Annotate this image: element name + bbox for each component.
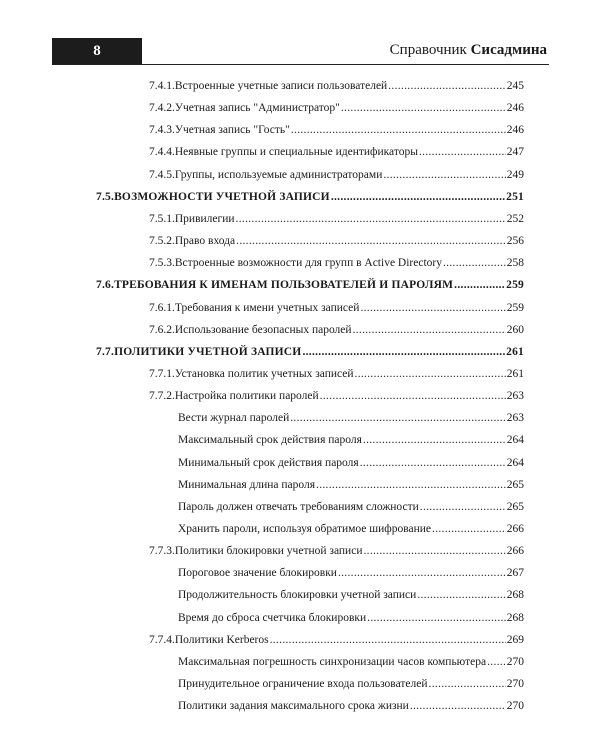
toc-item-entry [178,500,524,515]
toc-entry-number: 7.4.5. [149,168,175,181]
toc-entry-number: 7.7.2. [149,390,175,403]
dot-leader [341,101,506,116]
toc-entry-title: ВОЗМОЖНОСТИ УЧЕТНОЙ ЗАПИСИ [114,190,330,203]
toc-entry-title: Привилегии [174,212,235,225]
dot-leader [290,411,506,426]
toc-item-entry [178,411,524,426]
toc-entry-title: Группы, используемые администраторами [174,168,383,181]
dot-leader [363,433,506,448]
toc-entry-number: 7.6. [96,279,115,292]
dot-leader [236,234,506,249]
toc-subsection-entry [149,301,524,316]
toc-entry-title: Время до сброса счетчика блокировки [178,611,367,624]
toc-entry-page: 268 [506,611,524,624]
toc-entry-title: Вести журнал паролей [178,412,290,425]
dot-leader [270,633,506,648]
dot-leader [420,500,506,515]
toc-entry-number: 7.7. [96,345,115,358]
toc-entry-title: Неявные группы и специальные идентификаторы [174,146,418,159]
toc-subsection-entry [149,212,524,227]
toc-entry-page: 263 [506,412,524,425]
toc-entry-title: Настройка политики паролей [174,390,319,403]
toc-entry-title: Хранить пароли, используя обратимое шифрование [178,523,432,535]
toc-entry-page: 261 [506,367,524,380]
toc-entry-title: Максимальный срок действия пароля [178,434,362,447]
toc-entry-number: 7.4.2. [149,102,175,115]
toc-entry-title: Минимальная длина пароля [178,478,316,491]
toc-subsection-entry [149,79,524,94]
toc-entry-number: 7.5.3. [149,257,175,270]
dot-leader [383,168,505,183]
toc-entry-title: ПОЛИТИКИ УЧЕТНОЙ ЗАПИСИ [114,345,302,358]
toc-entry-title: Встроенные возможности для групп в Active Directory [174,257,442,270]
toc-subsection-entry [149,123,524,138]
toc-entry-page: 252 [506,212,524,225]
toc-entry-page: 266 [506,545,524,558]
toc-item-entry [178,478,524,493]
dot-leader [388,79,506,94]
toc-entry-number: 7.6.1. [149,301,175,314]
dot-leader [302,345,505,360]
toc-section-entry [96,345,524,360]
toc-item-entry [178,699,524,714]
toc-subsection-entry [149,256,524,271]
dot-leader [487,655,506,670]
running-title-bold: Сисадмина [470,42,547,58]
toc-entry-title: Установка политик учетных записей [174,367,354,380]
dot-leader [360,456,506,471]
toc-entry-page: 265 [506,478,524,491]
toc-entry-page: 259 [506,279,524,292]
toc-section-entry [96,190,524,205]
toc-subsection-entry [149,389,524,404]
dot-leader [429,677,506,692]
toc-entry-title: Принудительное ограничение входа пользователей [178,678,428,691]
toc-entry-page: 246 [506,102,524,115]
dot-leader [316,478,506,493]
toc-entry-page: 267 [506,567,524,580]
toc-entry-title: ТРЕБОВАНИЯ К ИМЕНАМ ПОЛЬЗОВАТЕЛЕЙ И ПАРОЛЯМ [114,279,454,292]
toc-entry-page: 258 [506,257,524,270]
toc-entry-number: 7.5. [96,190,115,203]
dot-leader [367,611,506,626]
toc-entry-page: 259 [506,301,524,314]
toc-entry-title: Политики Kerberos [174,633,269,646]
dot-leader [338,566,506,581]
toc-item-entry [178,655,524,670]
toc-item-entry [178,522,524,537]
toc-entry-page: 270 [506,700,524,713]
toc-entry-number: 7.7.1. [149,367,175,380]
toc-entry-number: 7.5.2. [149,235,175,248]
toc-item-entry [178,433,524,448]
dot-leader [417,588,505,603]
toc-item-entry [178,677,524,692]
toc-entry-title: Требования к имени учетных записей [174,301,360,314]
toc-entry-page: 270 [506,678,524,691]
toc-subsection-entry [149,234,524,249]
toc-entry-page: 260 [506,323,524,336]
dot-leader [353,323,506,338]
toc-item-entry [178,566,524,581]
toc-entry-page: 251 [506,190,524,203]
toc-entry-page: 264 [506,456,524,469]
dot-leader [360,301,505,316]
dot-leader [410,699,506,714]
toc-entry-number: 7.4.1. [149,80,175,92]
toc-entry-title: Пароль должен отвечать требованиям сложности [178,500,419,513]
toc-entry-title: Встроенные учетные записи пользователей [174,80,388,92]
toc-entry-page: 270 [506,655,524,668]
toc-item-entry [178,456,524,471]
dot-leader [331,190,505,205]
toc-entry-number: 7.7.4. [149,633,175,646]
toc-entry-title: Минимальный срок действия пароля [178,456,359,469]
toc-entry-page: 266 [506,523,524,535]
dot-leader [320,389,506,404]
toc-entry-page: 269 [506,633,524,646]
dot-leader [236,212,506,227]
toc-subsection-entry [149,633,524,648]
toc-entry-page: 245 [506,80,524,92]
toc-entry-page: 265 [506,500,524,513]
dot-leader [432,522,506,537]
toc-entry-title: Право входа [174,235,236,248]
toc-entry-title: Максимальная погрешность синхронизации часов компьютера [178,655,487,668]
toc-entry-page: 246 [506,124,524,137]
page-number: 8 [93,42,101,59]
running-title-prefix: Справочник [389,42,471,58]
toc-entry-title: Учетная запись "Гость" [174,124,290,137]
toc-entry-title: Пороговое значение блокировки [178,567,337,580]
toc-entry-page: 268 [506,589,524,602]
toc-subsection-entry [149,145,524,160]
toc-entry-title: Политики задания максимального срока жизни [178,700,409,713]
toc-entry-title: Использование безопасных паролей [174,323,352,336]
toc-subsection-entry [149,367,524,382]
toc-item-entry [178,611,524,626]
toc-entry-page: 256 [506,235,524,248]
dot-leader [419,145,506,160]
toc-entry-number: 7.7.3. [149,545,175,558]
toc-entry-number: 7.4.3. [149,124,175,137]
toc-entry-page: 264 [506,434,524,447]
dot-leader [355,367,506,382]
toc-entry-page: 263 [506,390,524,403]
toc-entry-number: 7.4.4. [149,146,175,159]
toc-subsection-entry [149,101,524,116]
toc-entry-number: 7.5.1. [149,212,175,225]
toc-entry-page: 261 [506,345,524,358]
toc-entry-title: Учетная запись "Администратор" [174,102,340,115]
toc-item-entry [178,588,524,603]
toc-entry-title: Продолжительность блокировки учетной записи [178,589,417,602]
toc-entry-page: 247 [506,146,524,159]
dot-leader [291,123,506,138]
toc-subsection-entry [149,544,524,559]
toc-section-entry [96,278,524,293]
dot-leader [454,278,505,293]
toc-entry-number: 7.6.2. [149,323,175,336]
toc-entry-title: Политики блокировки учетной записи [174,545,363,558]
dot-leader [443,256,506,271]
toc-entry-page: 249 [506,168,524,181]
toc-subsection-entry [149,323,524,338]
toc-subsection-entry [149,168,524,183]
dot-leader [363,544,505,559]
